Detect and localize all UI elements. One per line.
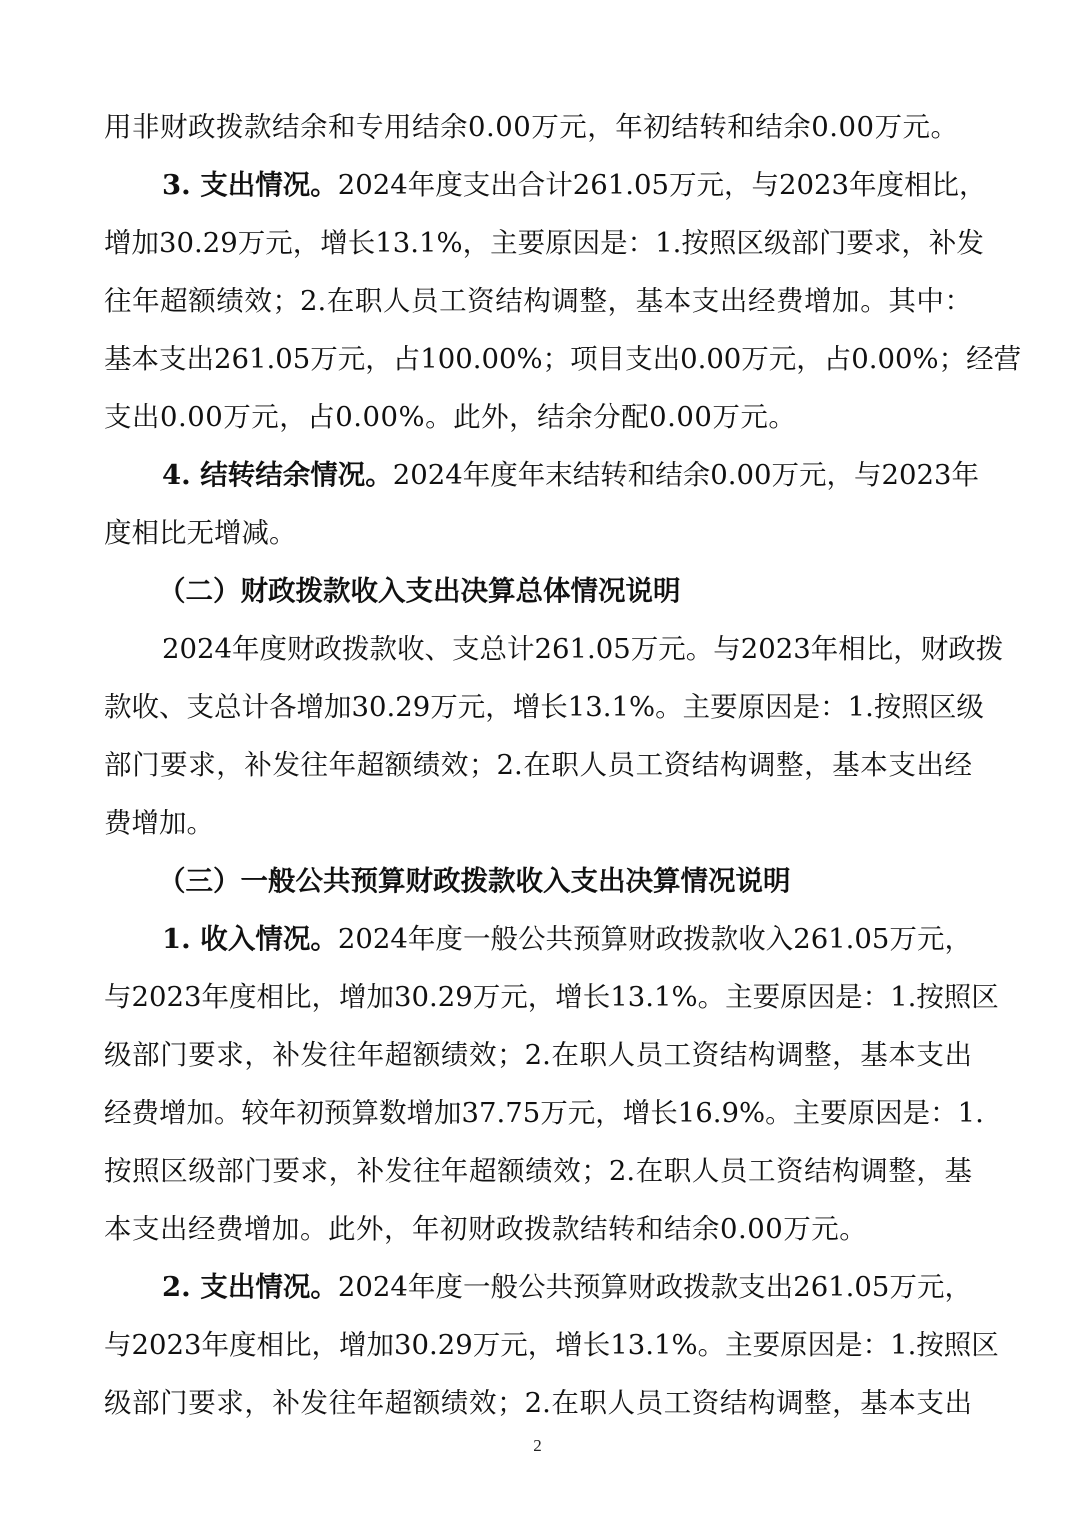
line-text: 经费增加。较年初预算数增加37.75万元，增长16.9%。主要原因是：1. <box>104 1097 984 1129</box>
paragraph-line <box>104 1374 972 1432</box>
line-text: 2024年度支出合计261.05万元，与2023年度相比， <box>337 169 987 201</box>
section-label: 1. 收入情况。 <box>162 923 338 955</box>
page-number: 2 <box>533 1436 542 1455</box>
paragraph-line <box>104 330 1022 388</box>
paragraph-line <box>104 1084 984 1142</box>
section-label: 3. 支出情况。 <box>162 169 338 201</box>
section-heading <box>104 852 972 910</box>
document-body <box>104 98 1022 1432</box>
paragraph-line <box>104 736 972 794</box>
paragraph-line <box>104 446 979 504</box>
paragraph-line <box>104 214 984 272</box>
line-text: 增加30.29万元，增长13.1%，主要原因是：1.按照区级部门要求，补发 <box>104 227 984 259</box>
line-text: 用非财政拨款结余和专用结余0.00万元，年初结转和结余0.00万元。 <box>104 111 959 143</box>
line-text: 度相比无增减。 <box>104 517 297 549</box>
line-text: 本支出经费增加。此外，年初财政拨款结转和结余0.00万元。 <box>104 1213 868 1245</box>
paragraph-line <box>104 794 972 852</box>
line-text: 支出0.00万元，占0.00%。此外，结余分配0.00万元。 <box>104 401 797 433</box>
paragraph-line <box>104 272 972 330</box>
paragraph-line <box>104 1142 972 1200</box>
line-text: 费增加。 <box>104 807 214 839</box>
line-text: 2024年度财政拨款收、支总计261.05万元。与2023年相比，财政拨 <box>162 633 1004 665</box>
line-text: 级部门要求，补发往年超额绩效；2.在职人员工资结构调整，基本支出 <box>104 1387 972 1419</box>
paragraph-line <box>104 504 972 562</box>
heading-text: （三）一般公共预算财政拨款收入支出决算情况说明 <box>158 865 791 897</box>
line-text: 与2023年度相比，增加30.29万元，增长13.1%。主要原因是：1.按照区 <box>104 1329 999 1361</box>
paragraph-line <box>104 1258 972 1316</box>
line-text: 级部门要求，补发往年超额绩效；2.在职人员工资结构调整，基本支出 <box>104 1039 972 1071</box>
paragraph-line <box>104 1316 999 1374</box>
line-text: 2024年度年末结转和结余0.00万元，与2023年 <box>392 459 979 491</box>
paragraph-line <box>104 1200 972 1258</box>
section-label: 2. 支出情况。 <box>162 1271 338 1303</box>
line-text: 与2023年度相比，增加30.29万元，增长13.1%。主要原因是：1.按照区 <box>104 981 999 1013</box>
line-text: 部门要求，补发往年超额绩效；2.在职人员工资结构调整，基本支出经 <box>104 749 972 781</box>
paragraph-line <box>104 678 984 736</box>
line-text: 2024年度一般公共预算财政拨款收入261.05万元， <box>337 923 972 955</box>
paragraph-line <box>104 98 972 156</box>
heading-text: （二）财政拨款收入支出决算总体情况说明 <box>158 575 681 607</box>
section-heading <box>104 562 972 620</box>
line-text: 按照区级部门要求，补发往年超额绩效；2.在职人员工资结构调整，基 <box>104 1155 972 1187</box>
line-text: 2024年度一般公共预算财政拨款支出261.05万元， <box>337 1271 972 1303</box>
line-text: 款收、支总计各增加30.29万元，增长13.1%。主要原因是：1.按照区级 <box>104 691 984 723</box>
line-text: 往年超额绩效；2.在职人员工资结构调整，基本支出经费增加。其中： <box>104 285 972 317</box>
section-label: 4. 结转结余情况。 <box>162 459 393 491</box>
paragraph-line <box>104 968 999 1026</box>
paragraph-line <box>104 388 972 446</box>
line-text: 基本支出261.05万元，占100.00%；项目支出0.00万元，占0.00%；经营 <box>104 343 1022 375</box>
paragraph-line <box>104 156 987 214</box>
paragraph-line <box>104 1026 972 1084</box>
paragraph-line <box>104 620 1004 678</box>
paragraph-line <box>104 910 972 968</box>
